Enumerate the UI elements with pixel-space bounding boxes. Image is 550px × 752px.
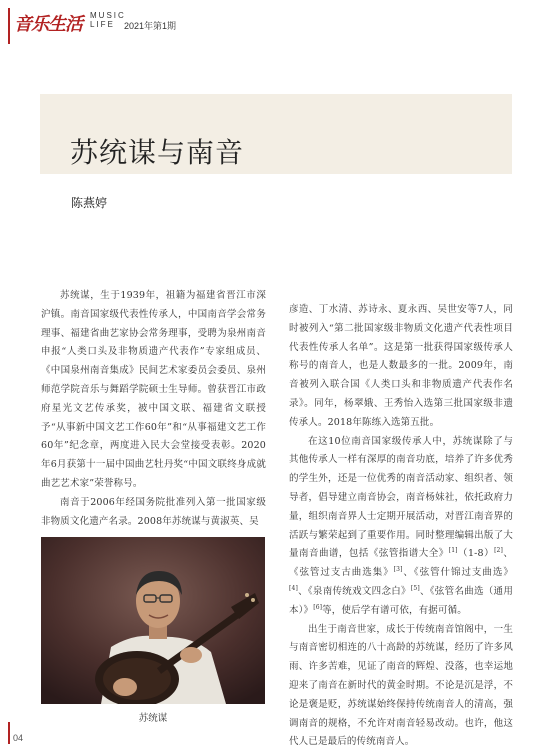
paragraph: 出生于南音世家，成长于传统南音馆阁中，一生与南音密切相连的八十高龄的苏统谋，经历了许多风雨、许多苦难，见证了南音的辉煌、没落，也幸运地迎来了南音在新时代的黄金时期。不论是沉是浮，不论是褒是贬，苏统谋始终保持传统南音人的清高，强调南音的规格，不允许对南音轻易改动。也许，他这代人已是最后的传统南音人。: [289, 623, 513, 748]
magazine-logo: 音乐生活: [14, 14, 82, 35]
paragraph: 苏统谋，生于1939年，祖籍为福建省晋江市深沪镇。南音国家级代表性传承人，中国南音学会常务理事、福建省曲艺家协会常务理事，受聘为泉州南音申报“人类口头及非物质遗产代表作”专家组成员、《中国泉州南音集成》民间艺术家委员会委员、泉州师范学院音乐与舞蹈学院硕士生导师。曾获晋江市政府星光文艺传承奖，被中国文联、福建省文联授予“从事新中国文艺工作60年”和“从事福建文艺工作60年”纪念章，两度进入民大会堂接受表彰。2020年6月获第十一届中国曲艺牡丹奖“中国文联终身成就曲艺艺术家”荣誉称号。: [41, 290, 266, 489]
portrait-photo-image: [41, 537, 265, 704]
body-column-left: [41, 287, 266, 531]
article-title: 苏统谋与南音: [70, 136, 245, 169]
photo-caption: 苏统谋: [138, 713, 168, 724]
footnote-ref: [5]: [410, 584, 420, 592]
magazine-logo-en-line1: MUSIC: [90, 11, 126, 20]
footnote-ref: [4]: [289, 584, 298, 592]
paragraph: 彦造、丁水清、苏诗永、夏永西、吴世安等7人，同时被列入“第二批国家级非物质文化遗产代表性项目代表性传承人名单”。这是第一批获得国家级传承人称号的南音人，也是人数最多的一批。2009年，南音被列入联合国《人类口头和非物质遗产代表作名录》。同年，杨翠娥、王秀怡入选第三批国家级非遗传承人。2018年陈练入选第五批。: [289, 304, 513, 428]
header-accent-bar: [8, 8, 10, 44]
paragraph-text: 等，使后学有谱可依，有据可循。: [322, 604, 467, 616]
paragraph-text: （1-8）: [457, 548, 495, 560]
magazine-logo-en-line2: LIFE: [90, 20, 115, 29]
paragraph: 南音于2006年经国务院批准列入第一批国家级非物质文化遗产名录。2008年苏统谋与黄淑英、吴: [41, 496, 266, 527]
issue-label: 2021年第1期: [124, 21, 177, 31]
paragraph: [289, 433, 513, 621]
article-author: 陈燕婷: [71, 196, 108, 210]
footer-accent-bar: [8, 722, 10, 744]
footnote-ref: [3]: [393, 566, 403, 573]
footnote-ref: [2]: [494, 547, 504, 555]
body-column-right: [289, 301, 513, 752]
paragraph-text: 、《泉南传统戏文四念白》: [297, 585, 411, 597]
paragraph-text: 、《弦管过支古曲选集》: [289, 548, 513, 579]
paragraph-text: 、《弦管什锦过支曲选》: [402, 567, 513, 579]
magazine-logo-en: [90, 11, 126, 29]
portrait-photo: [41, 537, 265, 704]
footnote-ref: [6]: [313, 603, 323, 611]
page-number: 04: [13, 733, 24, 743]
paragraph-text: 在这10位南音国家级传承人中，苏统谋除了与其他传承人一样有深厚的南音功底，培养了许多优秀的学生外，还是一位优秀的南音活动家、组织者、领导者，倡导建立南音协会，南音杨妹社，依托政府力量，组织南音界人士定期开展活动，对晋江南音界的活跃与繁荣起到了重要作用。同时整理编辑出版了大量南音曲谱，包括《弦管指谱大全》: [289, 435, 513, 560]
paragraph-text: 、《弦管名曲选（通用本）》: [289, 585, 513, 616]
footnote-ref: [1]: [448, 547, 458, 555]
